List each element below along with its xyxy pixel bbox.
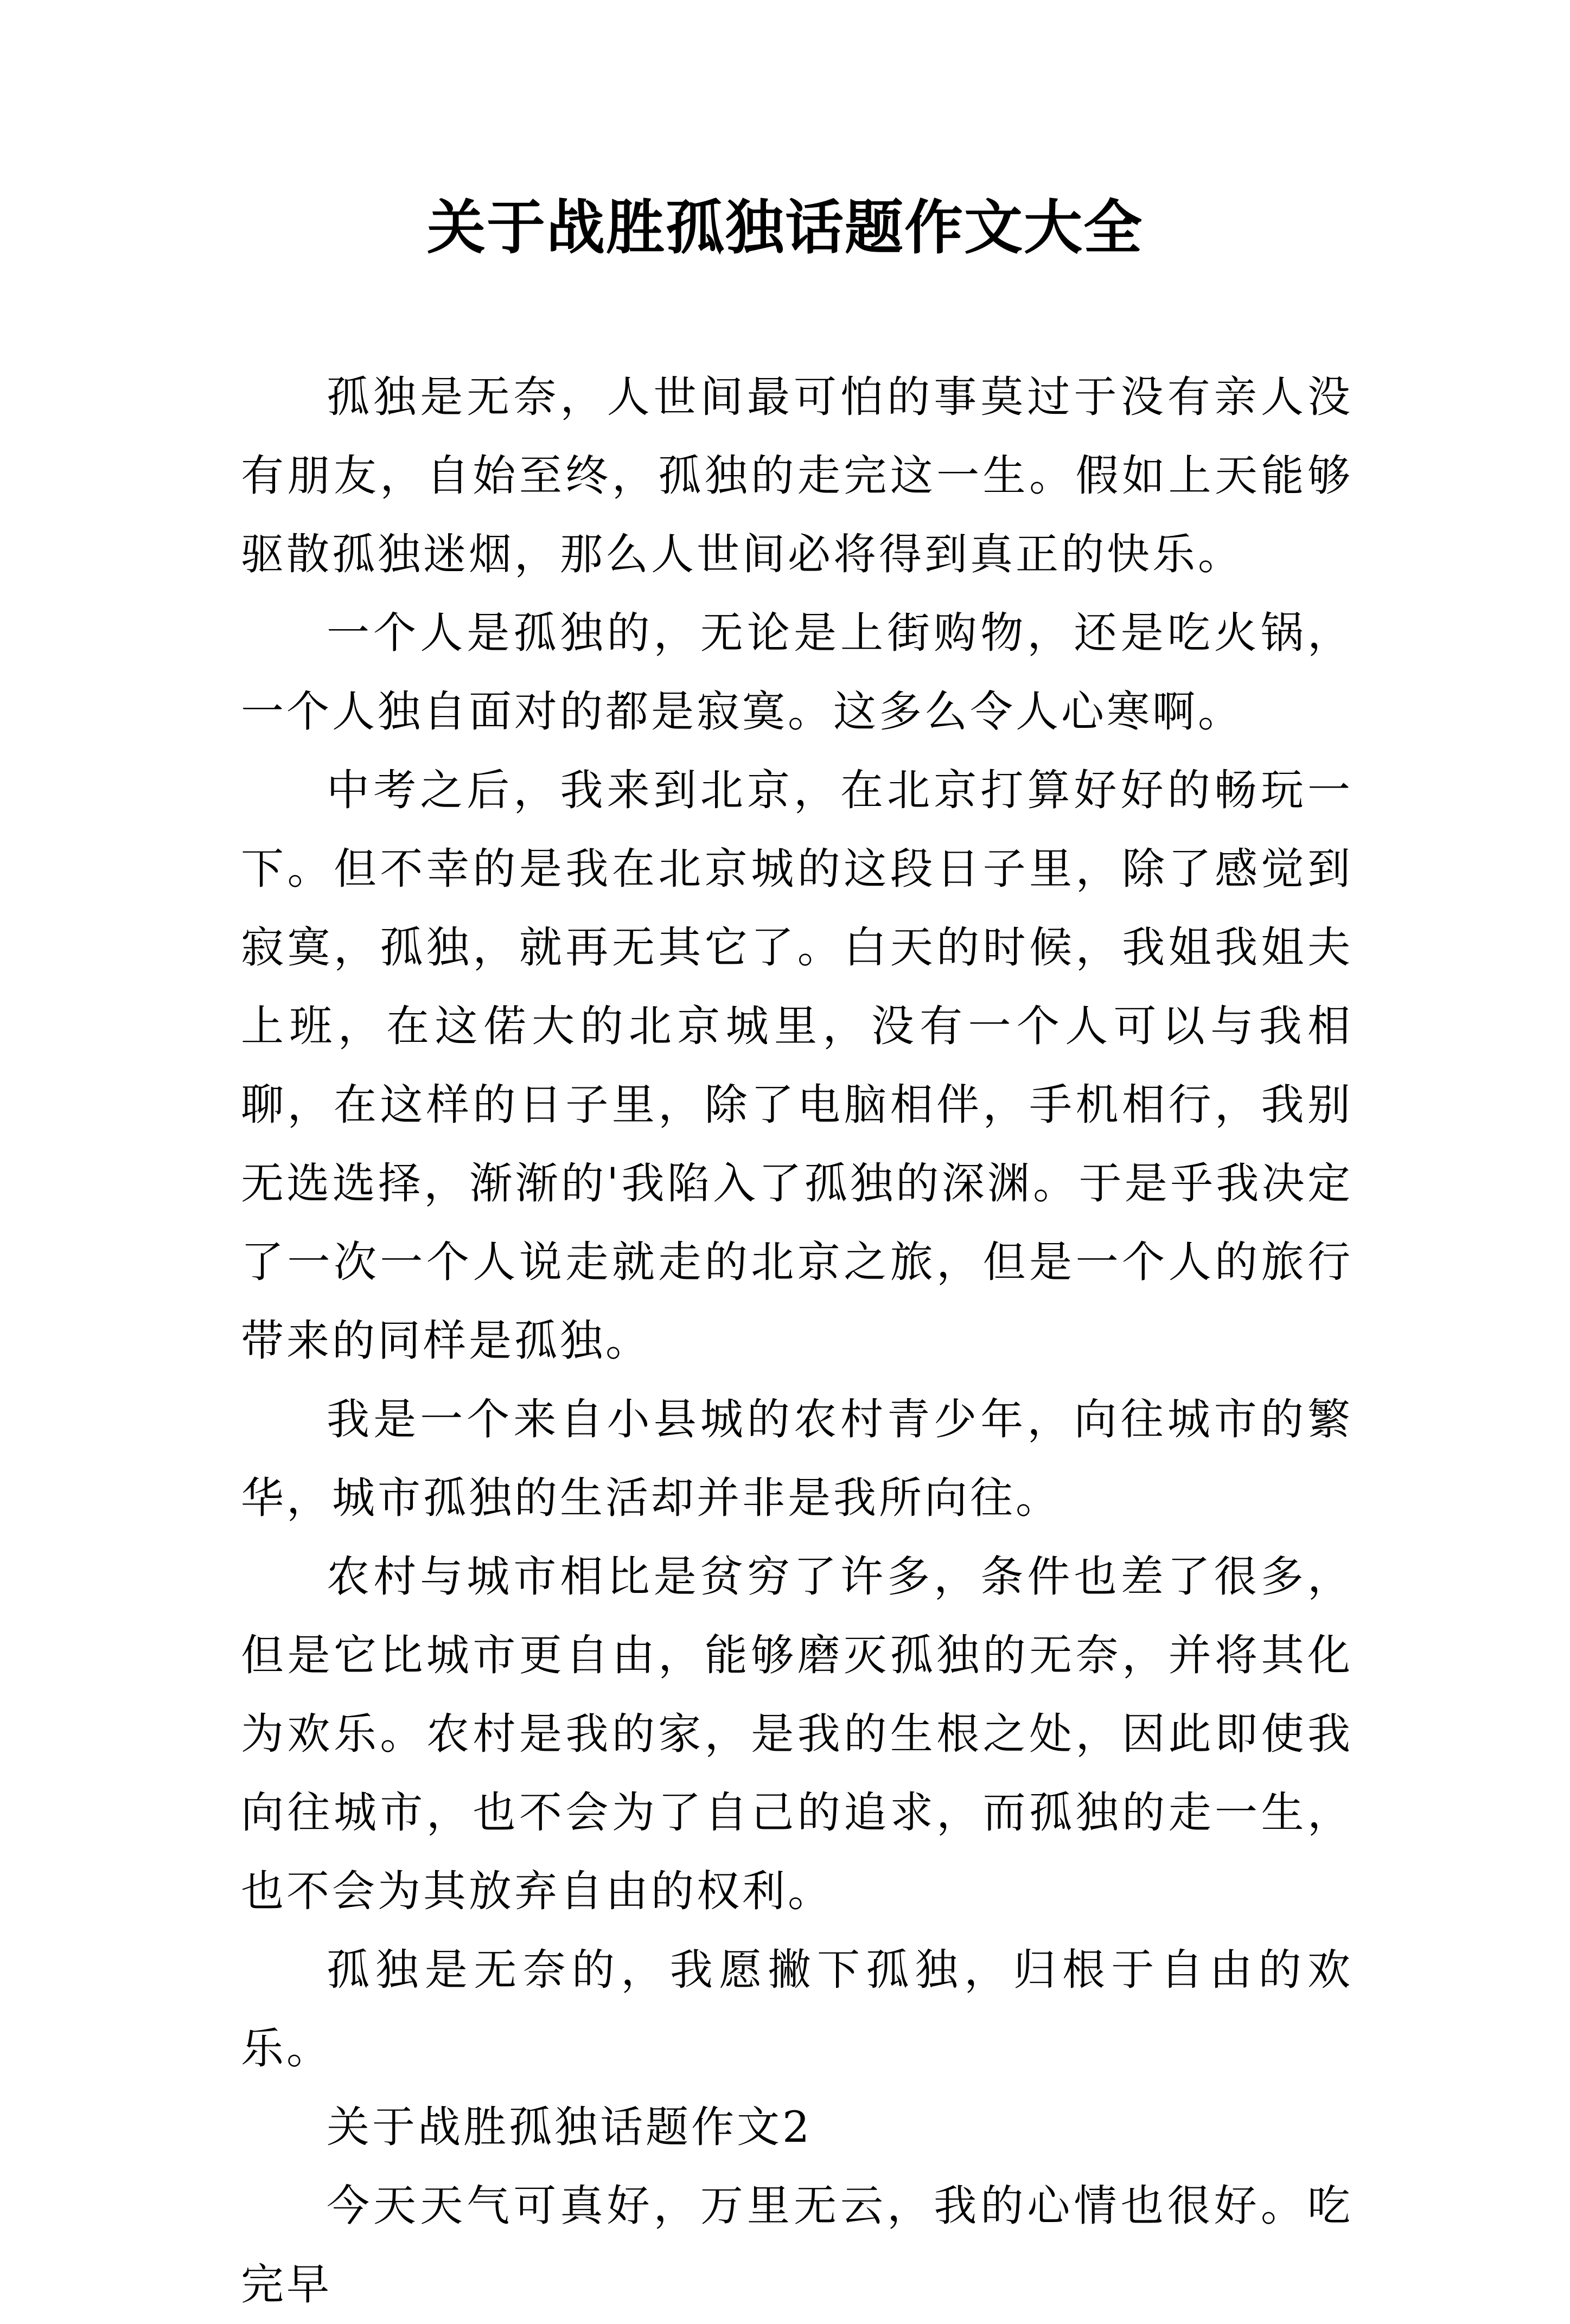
paragraph: 今天天气可真好，万里无云，我的心情也很好。吃完早 xyxy=(241,2181,1353,2309)
paragraph: 我是一个来自小县城的农村青少年，向往城市的繁华，城市孤独的生活却并非是我所向往。 xyxy=(241,1394,1353,1523)
paragraph: 孤独是无奈，人世间最可怕的事莫过于没有亲人没有朋友，自始至终，孤独的走完这一生。假如上天能够驱散孤独迷烟，那么人世间必将得到真正的快乐。 xyxy=(241,372,1353,579)
paragraph: 中考之后，我来到北京，在北京打算好好的畅玩一下。但不幸的是我在北京城的这段日子里，除了感觉到寂寞，孤独，就再无其它了。白天的时候，我姐我姐夫上班，在这偌大的北京城里，没有一个人可以与我相聊，在这样的日子里，除了电脑相伴，手机相行，我别无选选择，渐渐的'我陷入了孤独的深渊。于是乎我决定了一次一个人说走就走的北京之旅，但是一个人的旅行带来的同样是孤独。 xyxy=(241,765,1353,1366)
paragraph: 农村与城市相比是贫穷了许多，条件也差了很多，但是它比城市更自由，能够磨灭孤独的无奈，并将其化为欢乐。农村是我的家，是我的生根之处，因此即使我向往城市，也不会为了自己的追求，而孤独的走一生，也不会为其放弃自由的权利。 xyxy=(241,1552,1353,1916)
document-title: 关于战胜孤独话题作文大全 xyxy=(426,194,1143,262)
document-body xyxy=(241,358,1353,2324)
paragraph: 一个人是孤独的，无论是上街购物，还是吃火锅，一个人独自面对的都是寂寞。这多么令人心寒啊。 xyxy=(241,608,1353,737)
section-heading: 关于战胜孤独话题作文2 xyxy=(327,2102,813,2152)
paragraph: 孤独是无奈的，我愿撇下孤独，归根于自由的欢乐。 xyxy=(241,1945,1353,2073)
